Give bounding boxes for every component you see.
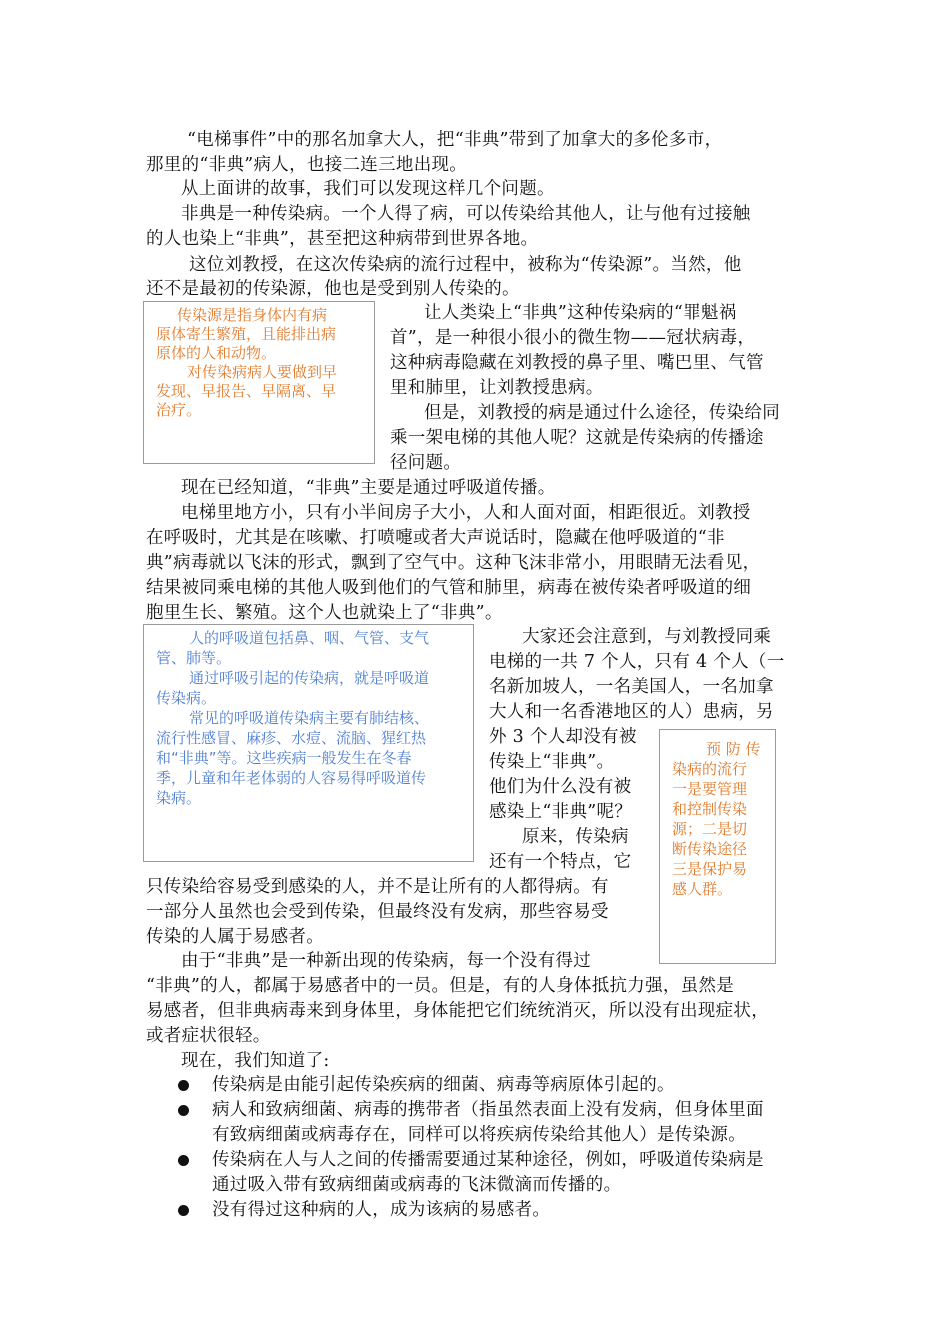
- sidebar-note-line: 对传染病病人要做到早: [187, 363, 338, 381]
- sidebar-note-line: 源；二是切: [672, 820, 748, 838]
- sidebar-note-line: 传染源是指身体内有病: [177, 306, 328, 324]
- paragraph-line: “非典”的人，都属于易感者中的一员。但是，有的人身体抵抗力强，虽然是: [146, 976, 735, 996]
- paragraph-line: “电梯事件”中的那名加拿大人，把“非典”带到了加拿大的多伦多市，: [187, 130, 723, 150]
- sidebar-note-line: 人的呼吸道包括鼻、咽、气管、支气: [189, 629, 430, 647]
- paragraph-line: 结果被同乘电梯的其他人吸到他们的气管和肺里，病毒在被传染者呼吸道的细: [146, 578, 752, 598]
- paragraph-line: 感染上“非典”呢？: [489, 802, 633, 822]
- paragraph-line: 还不是最初的传染源，他也是受到别人传染的。: [146, 279, 520, 299]
- paragraph-line: 这位刘教授，在这次传染病的流行过程中，被称为“传染源”。当然，他: [189, 255, 742, 275]
- paragraph-line: 只传染给容易受到感染的人，并不是让所有的人都得病。有: [146, 877, 609, 897]
- paragraph-line: 易感者，但非典病毒来到身体里，身体能把它们统统消灭，所以没有出现症状，: [146, 1001, 769, 1021]
- sidebar-note-line: 发现、早报告、早隔离、早: [156, 382, 337, 400]
- sidebar-note-line: 常见的呼吸道传染病主要有肺结核、: [189, 709, 430, 727]
- list-item: 通过吸入带有致病细菌或病毒的飞沫微滴而传播的。: [212, 1175, 622, 1195]
- list-item: 没有得过这种病的人，成为该病的易感者。: [212, 1200, 551, 1220]
- paragraph-line: 这种病毒隐藏在刘教授的鼻子里、嘴巴里、气管: [390, 353, 764, 373]
- sidebar-note-line: 季，儿童和年老体弱的人容易得呼吸道传: [156, 769, 427, 787]
- paragraph-line: 或者症状很轻。: [146, 1026, 271, 1046]
- paragraph-line: 的人也染上“非典”，甚至把这种病带到世界各地。: [146, 229, 539, 249]
- paragraph-line: 径问题。: [390, 453, 462, 473]
- sidebar-note-line: 通过呼吸引起的传染病，就是呼吸道: [189, 669, 430, 687]
- list-item: 病人和致病细菌、病毒的携带者（指虽然表面上没有发病，但身体里面: [212, 1100, 764, 1120]
- sidebar-note-respiratory: [143, 624, 474, 862]
- sidebar-note-line: 流行性感冒、麻疹、水痘、流脑、猩红热: [156, 729, 427, 747]
- paragraph-line: 从上面讲的故事，我们可以发现这样几个问题。: [181, 179, 555, 199]
- sidebar-note-line: 和控制传染: [672, 800, 748, 818]
- sidebar-note-line: 管、肺等。: [156, 649, 232, 667]
- sidebar-note-line: 感人群。: [672, 880, 733, 898]
- list-item: 传染病是由能引起传染疾病的细菌、病毒等病原体引起的。: [212, 1075, 675, 1095]
- paragraph-line: 那里的“非典”病人，也接二连三地出现。: [146, 155, 468, 175]
- paragraph-line: 传染上“非典”。: [489, 752, 615, 772]
- paragraph-line: 典”病毒就以飞沫的形式，飘到了空气中。这种飞沫非常小，用眼睛无法看见，: [146, 553, 761, 573]
- paragraph-line: 胞里生长、繁殖。这个人也就染上了“非典”。: [146, 603, 503, 623]
- sidebar-note-line: 断传染途径: [672, 840, 748, 858]
- list-item: 有致病细菌或病毒存在，同样可以将疾病传染给其他人）是传染源。: [212, 1125, 746, 1145]
- paragraph-line: 大人和一名香港地区的人）患病，另: [489, 702, 774, 722]
- sidebar-note-line: 染病的流行: [672, 760, 748, 778]
- paragraph-line: 大家还会注意到，与刘教授同乘: [522, 627, 772, 647]
- paragraph-line: 里和肺里，让刘教授患病。: [390, 378, 604, 398]
- sidebar-note-prevention: [659, 729, 776, 964]
- paragraph-line: 他们为什么没有被: [489, 777, 632, 797]
- paragraph-line: 电梯里地方小，只有小半间房子大小，人和人面对面，相距很近。刘教授: [181, 503, 751, 523]
- paragraph-line: 现在，我们知道了:: [181, 1051, 330, 1071]
- paragraph-line: 外 3 个人却没有被: [489, 727, 637, 747]
- sidebar-note-line: 原体寄生繁殖，且能排出病: [156, 325, 337, 343]
- paragraph-line: 现在已经知道，“非典”主要是通过呼吸道传播。: [181, 478, 556, 498]
- paragraph-line: 但是，刘教授的病是通过什么途径，传染给同: [424, 403, 780, 423]
- sidebar-note-line: 传染病。: [156, 689, 217, 707]
- bullet-dot: [178, 1155, 189, 1166]
- bullet-dot: [178, 1080, 189, 1091]
- paragraph-line: 一部分人虽然也会受到传染，但最终没有发病，那些容易受: [146, 902, 609, 922]
- bullet-dot: [178, 1105, 189, 1116]
- paragraph-line: 首”，是一种很小很小的微生物——冠状病毒，: [390, 328, 756, 348]
- paragraph-line: 原来，传染病: [522, 827, 629, 847]
- paragraph-line: 乘一架电梯的其他人呢？这就是传染病的传播途: [390, 428, 764, 448]
- list-item: 传染病在人与人之间的传播需要通过某种途径，例如，呼吸道传染病是: [212, 1150, 764, 1170]
- paragraph-line: 非典是一种传染病。一个人得了病，可以传染给其他人，让与他有过接触: [181, 204, 751, 224]
- paragraph-line: 电梯的一共 7 个人，只有 4 个人（一: [489, 652, 785, 672]
- paragraph-line: 在呼吸时，尤其是在咳嗽、打喷嚏或者大声说话时，隐藏在他呼吸道的“非: [146, 528, 725, 548]
- sidebar-note-line: 一是要管理: [672, 780, 748, 798]
- sidebar-note-line: 原体的人和动物。: [156, 344, 277, 362]
- paragraph-line: 名新加坡人，一名美国人，一名加拿: [489, 677, 774, 697]
- sidebar-note-source: [143, 301, 375, 464]
- sidebar-note-line: 预 防 传: [706, 740, 761, 758]
- paragraph-line: 传染的人属于易感者。: [146, 927, 324, 947]
- paragraph-line: 还有一个特点，它: [489, 852, 632, 872]
- paragraph-line: 由于“非典”是一种新出现的传染病，每一个没有得过: [181, 951, 592, 971]
- paragraph-line: 让人类染上“非典”这种传染病的“罪魁祸: [424, 303, 737, 323]
- sidebar-note-line: 染病。: [156, 789, 202, 807]
- sidebar-note-line: 和“非典”等。这些疾病一般发生在冬春: [156, 749, 412, 767]
- sidebar-note-line: 治疗。: [156, 401, 202, 419]
- bullet-dot: [178, 1205, 189, 1216]
- sidebar-note-line: 三是保护易: [672, 860, 748, 878]
